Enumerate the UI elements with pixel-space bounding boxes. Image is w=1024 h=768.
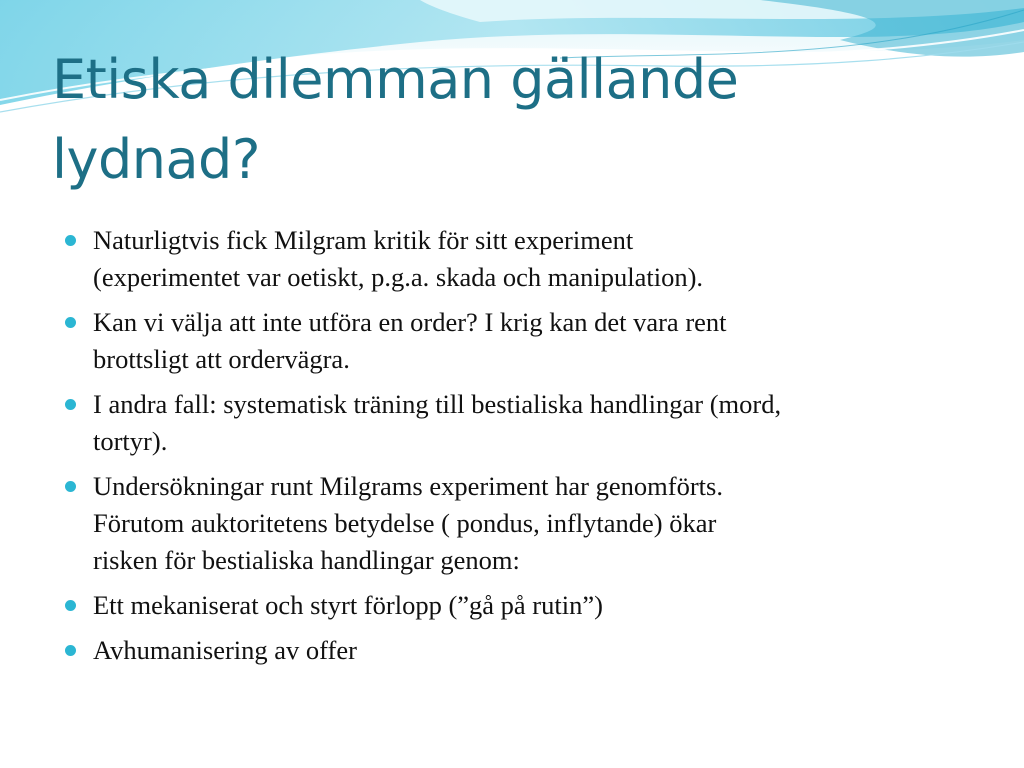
bullet-item: [60, 468, 980, 579]
bullet-text: risken för bestialiska handlingar genom:: [93, 545, 520, 575]
bullet-text: Naturligtvis fick Milgram kritik för sitt experiment: [93, 225, 634, 255]
bullet-dot-icon: [65, 600, 76, 611]
bullet-text: Ett mekaniserat och styrt förlopp (”gå på rutin”): [93, 590, 603, 620]
bullet-item: [60, 632, 980, 669]
bullet-text: (experimentet var oetiskt, p.g.a. skada och manipulation).: [93, 262, 704, 292]
bullet-dot-icon: [65, 235, 76, 246]
bullet-item: [60, 222, 980, 296]
bullet-text: Förutom auktoritetens betydelse ( pondus, inflytande) ökar: [93, 508, 717, 538]
bullet-item: [60, 386, 980, 460]
slide-title-line: lydnad?: [52, 128, 260, 191]
bullet-list: [60, 222, 980, 677]
slide-title-line: Etiska dilemman gällande: [52, 48, 739, 111]
bullet-text: tortyr).: [93, 426, 168, 456]
bullet-dot-icon: [65, 317, 76, 328]
slide-title: [52, 40, 952, 200]
bullet-dot-icon: [65, 481, 76, 492]
bullet-dot-icon: [65, 645, 76, 656]
bullet-text: Kan vi välja att inte utföra en order? I krig kan det vara rent: [93, 307, 727, 337]
bullet-text: brottsligt att ordervägra.: [93, 344, 350, 374]
bullet-text: I andra fall: systematisk träning till bestialiska handlingar (mord,: [93, 389, 782, 419]
bullet-item: [60, 304, 980, 378]
bullet-dot-icon: [65, 399, 76, 410]
bullet-text: Undersökningar runt Milgrams experiment har genomförts.: [93, 471, 723, 501]
bullet-text: Avhumanisering av offer: [93, 635, 357, 665]
bullet-item: [60, 587, 980, 624]
